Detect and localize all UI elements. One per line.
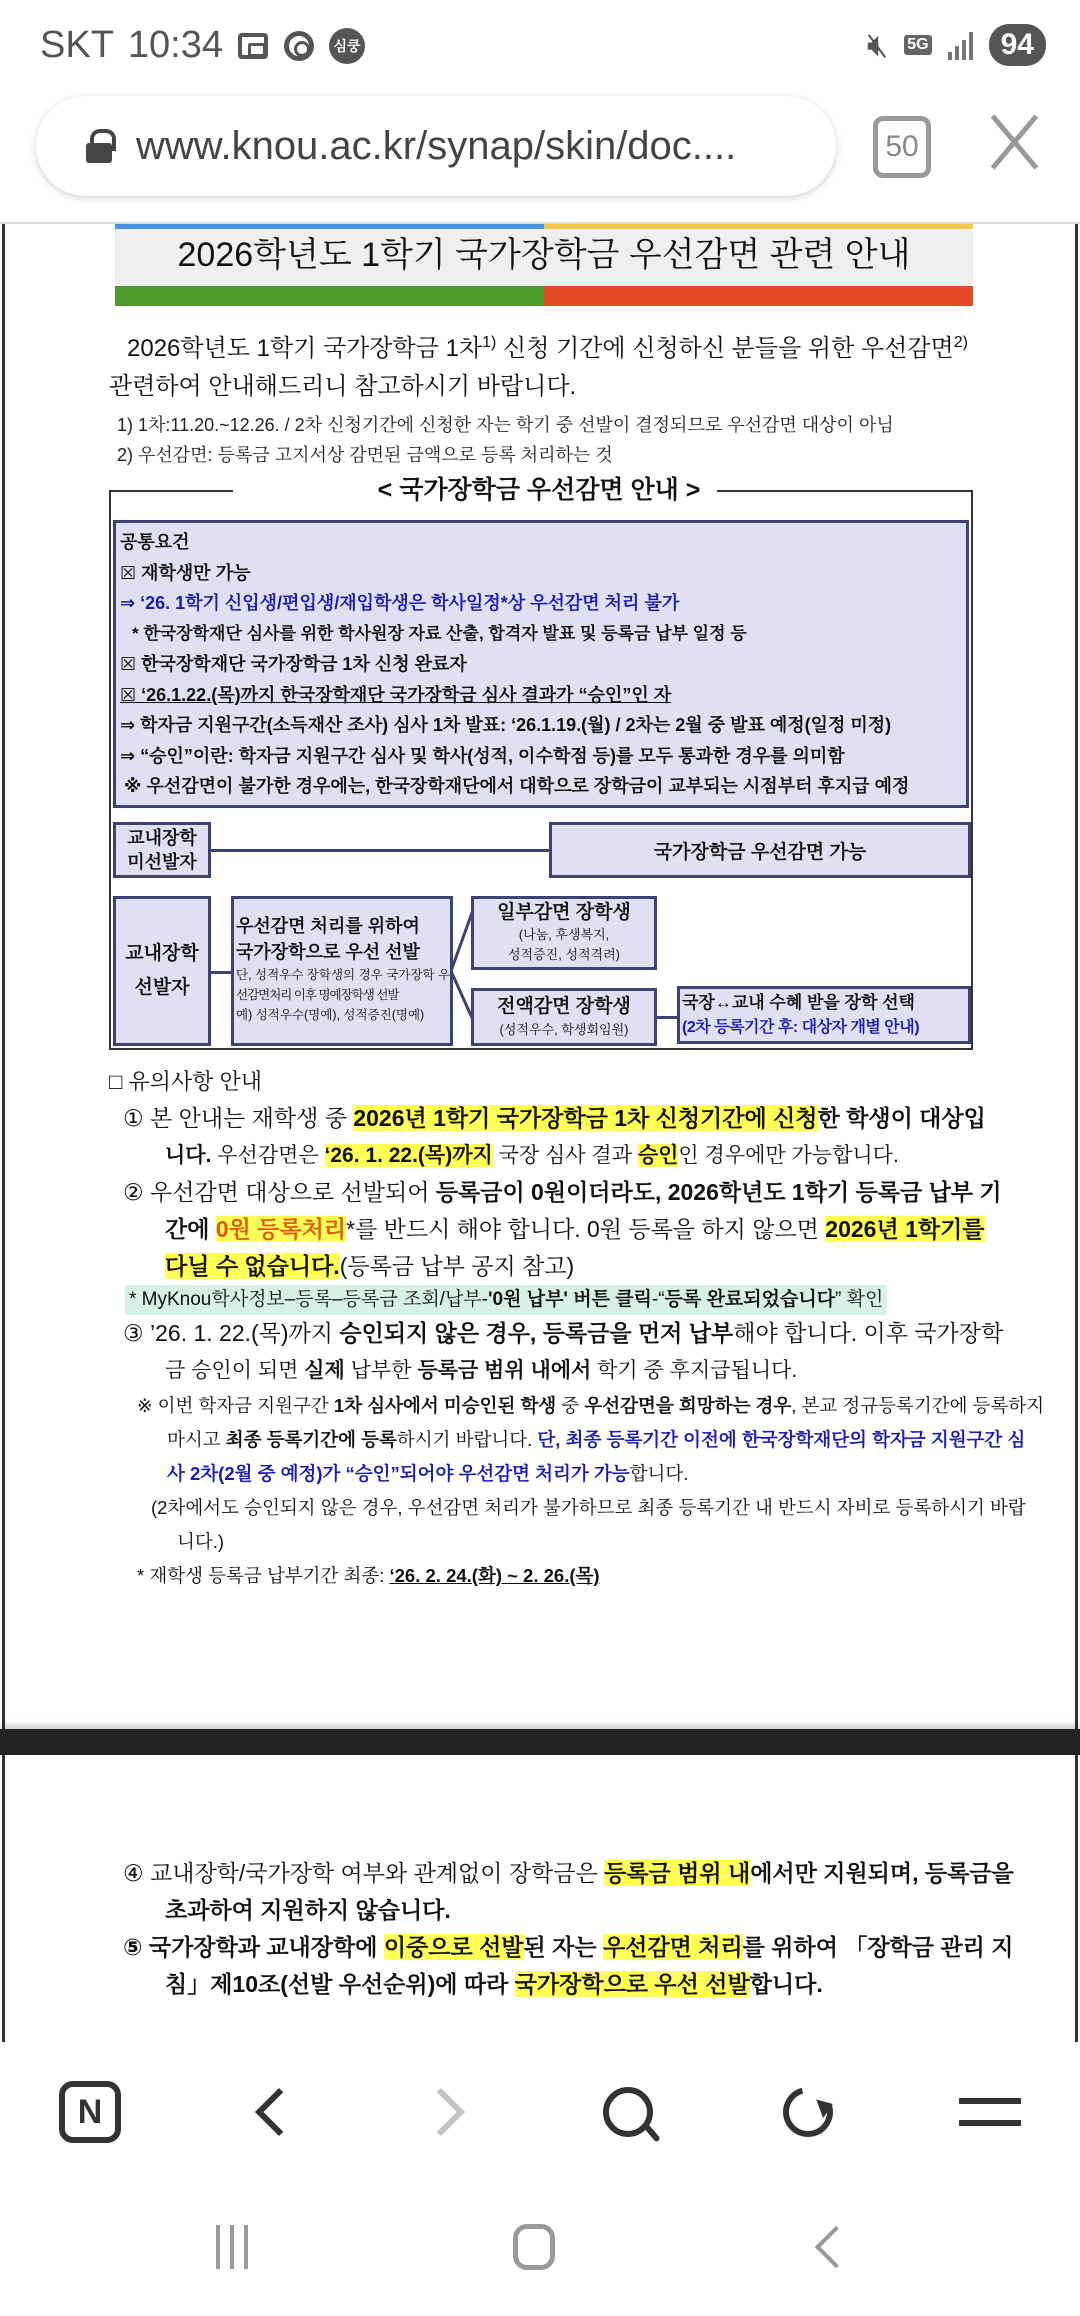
requirements-box [113, 520, 969, 808]
notification-badge-icon: 심쿵 [329, 28, 365, 64]
document-page-2 [2, 1755, 1078, 2042]
partial-waiver-box: 일부감면 장학생 (나눔, 후생복지, 성적증진, 성적격려) [471, 896, 657, 970]
clock: 10:34 [127, 24, 223, 66]
guide-title: < 국가장학금 우선감면 안내 > [105, 470, 973, 506]
note-2-cont: 간에 0원 등록처리*를 반드시 해야 합니다. 0원 등록을 하지 않으면 2026년 1학기를 [165, 1216, 985, 1242]
recent-apps-icon [216, 2225, 248, 2269]
address-bar[interactable] [36, 96, 836, 196]
home-icon [513, 2224, 555, 2270]
footnotes [117, 410, 997, 470]
note-3-sub-cont-2: 사 2차(2월 중 예정)가 “승인”되어야 우선감면 처리가 가능합니다. [167, 1463, 689, 1484]
home-button[interactable] [50, 2072, 130, 2152]
battery-indicator: 94 [989, 24, 1046, 66]
footnote-2: 2) 우선감면: 등록금 고지서상 감면된 금액으로 등록 처리하는 것 [117, 445, 613, 465]
recent-apps-button[interactable] [192, 2212, 272, 2282]
requirement-1: ☒ 재학생만 가능 [120, 562, 251, 583]
connector-line [211, 971, 233, 974]
note-5: ⑤ 국가장학과 교내장학에 이중으로 선발된 자는 우선감면 처리를 위하여 「장학금 관리 지 [123, 1934, 1014, 1960]
document-viewer[interactable] [0, 222, 1080, 2042]
note-3-cont: 금 승인이 되면 실제 납부한 등록금 범위 내에서 학기 중 후지급됩니다. [165, 1359, 798, 1382]
requirement-1-sub: * 한국장학재단 심사를 위한 학사원장 자료 산출, 합격자 발표 및 등록금 납부 일정 등 [132, 623, 747, 643]
note-2: ② 우선감면 대상으로 선발되어 등록금이 0원이더라도, 2026학년도 1학기 등록금 납부 기 [123, 1179, 1002, 1205]
intro-paragraph: 2026학년도 1학기 국가장학금 1차$^{1)}$ 신청 기간에 신청하신 분들을 위한 우선감면$^{2)}$ 관련하여 안내해드리니 참고하시기 바랍니다. [109, 334, 968, 400]
back-nav-button[interactable] [796, 2212, 876, 2282]
document-page-1 [2, 224, 1078, 1729]
back-icon [815, 2226, 857, 2268]
signal-icon [948, 30, 973, 60]
back-button[interactable] [232, 2072, 312, 2152]
home-nav-button[interactable] [494, 2212, 574, 2282]
notes-header: □ 유의사항 안내 [109, 1069, 263, 1094]
requirement-3: ☒ ‘26.1.22.(목)까지 한국장학재단 국가장학금 심사 결과가 “승인”인 자 [120, 684, 672, 705]
notes-section [109, 1064, 1045, 1593]
requirement-3-note-1: ⇒ 학자금 지원구간(소득재산 조사) 심사 1차 발표: ‘26.1.19.(월) / 2차는 2월 중 발표 예정(일정 미정) [120, 715, 892, 735]
full-waiver-box: 전액감면 장학생 (성적우수, 학생회임원) [471, 988, 657, 1046]
search-button[interactable] [588, 2072, 668, 2152]
title-bottom-stripe [115, 286, 973, 306]
network-5g-icon: 5G [904, 35, 931, 55]
status-bar [0, 0, 1080, 92]
notes-continued [109, 1855, 1014, 2003]
requirement-1-note: ⇒ ‘26. 1학기 신입생/편입생/재입학생은 학사일정*상 우선감면 처리 불가 [120, 593, 680, 613]
browser-toolbar [0, 2042, 1080, 2182]
branch-connector [451, 904, 473, 1024]
not-selected-box: 교내장학 미선발자 [113, 822, 211, 878]
connector-line [211, 849, 551, 852]
priority-selection-box: 우선감면 처리를 위하여 국가장학으로 우선 선발 단, 성적우수 장학생의 경우 국가장학 우 선감면처리 이후 명예장학생 선발 예) 성적우수(명예), 성적증진(명예) [231, 896, 453, 1046]
selected-box: 교내장학 선발자 [113, 896, 211, 1046]
connector-line [657, 1016, 679, 1019]
browser-address-area [0, 92, 1080, 222]
system-nav-bar [0, 2182, 1080, 2316]
requirements-footer: ※ 우선감면이 불가한 경우에는, 한국장학재단에서 대학으로 장학금이 교부되는 시점부터 후지급 예정 [124, 776, 910, 796]
close-icon[interactable] [985, 112, 1045, 172]
naver-home-icon: N [59, 2081, 121, 2143]
menu-icon [959, 2098, 1021, 2126]
deadline-note: * 재학생 등록금 납부기간 최종: ‘26. 2. 24.(화) ~ 2. 26.(목) [137, 1565, 600, 1586]
lock-icon [86, 129, 112, 163]
note-3-sub-cont: 마시고 최종 등록기간에 등록하시기 바랍니다. 단, 최종 등록기간 이전에 한국장학재단의 학자금 지원구간 심 [167, 1429, 1026, 1450]
screenshot-icon [237, 30, 269, 62]
note-2-cont-2: 다닐 수 없습니다.(등록금 납부 공지 참고) [165, 1253, 575, 1279]
note-1-cont: 니다. 우선감면은 ‘26. 1. 22.(목)까지 국장 심사 결과 승인인 경우에만 가능합니다. [165, 1144, 899, 1167]
url-text[interactable]: www.knou.ac.kr/synap/skin/doc.... [136, 123, 737, 168]
note-5-cont: 침」제10조(선발 우선순위)에 따라 국가장학으로 우선 선발합니다. [165, 1971, 823, 1997]
reload-icon [774, 2078, 842, 2146]
requirement-2: ☒ 한국장학재단 국가장학금 1차 신청 완료자 [120, 654, 467, 674]
note-4: ④ 교내장학/국가장학 여부와 관계없이 장학금은 등록금 범위 내에서만 지원되며, 등록금을 [123, 1860, 1014, 1886]
title-top-stripe [115, 224, 973, 229]
note-4-cont: 초과하여 지원하지 않습니다. [165, 1897, 451, 1923]
chrome-icon [283, 30, 315, 62]
requirement-3-note-2: ⇒ “승인”이란: 학자금 지원구간 심사 및 학사(성적, 이수학점 등)를 모두 통과한 경우를 의미함 [120, 745, 845, 766]
chevron-right-icon [417, 2088, 465, 2136]
note-1: ① 본 안내는 재학생 중 2026년 1학기 국가장학금 1차 신청기간에 신청한 학생이 대상입 [123, 1105, 986, 1131]
priority-possible-box: 국가장학금 우선감면 가능 [549, 822, 971, 878]
footnote-1: 1) 1차:11.20.~12.26. / 2차 신청기간에 신청한 자는 학기 중 선발이 결정되므로 우선감면 대상이 아님 [117, 415, 894, 435]
note-3-paren: (2차에서도 승인되지 않은 경우, 우선감면 처리가 불가하므로 최종 등록기간 내 반드시 자비로 등록하시기 바랍 [151, 1497, 1026, 1518]
reload-button[interactable] [768, 2072, 848, 2152]
requirements-header: 공통요건 [120, 532, 190, 552]
tabs-button[interactable]: 50 [873, 116, 931, 178]
note-3: ③ ’26. 1. 22.(목)까지 승인되지 않은 경우, 등록금을 먼저 납부해야 합니다. 이후 국가장학 [123, 1320, 1004, 1346]
mute-icon: 🔇︎ [866, 25, 889, 64]
forward-button[interactable] [408, 2072, 488, 2152]
page-title: 2026학년도 1학기 국가장학금 우선감면 관련 안내 [177, 236, 911, 274]
note-3-paren-cont: 니다.) [177, 1531, 225, 1552]
note-3-sub: ※ 이번 학자금 지원구간 1차 심사에서 미승인된 학생 중 우선감면을 희망하는 경우, 본교 정규등록기간에 등록하지 [137, 1395, 1045, 1416]
menu-button[interactable] [950, 2072, 1030, 2152]
page-separator [0, 1729, 1080, 1755]
search-icon [603, 2087, 653, 2137]
choose-scholarship-box: 국장↔교내 수혜 받을 장학 선택 (2차 등록기간 후: 대상자 개별 안내) [677, 986, 971, 1044]
chevron-left-icon [255, 2088, 303, 2136]
carrier-label: SKT [40, 24, 114, 66]
note-2-tip: * MyKnou학사정보–등록–등록금 조회/납부-'0원 납부' 버튼 클릭-“등록 완료되었습니다” 확인 [109, 1285, 989, 1315]
